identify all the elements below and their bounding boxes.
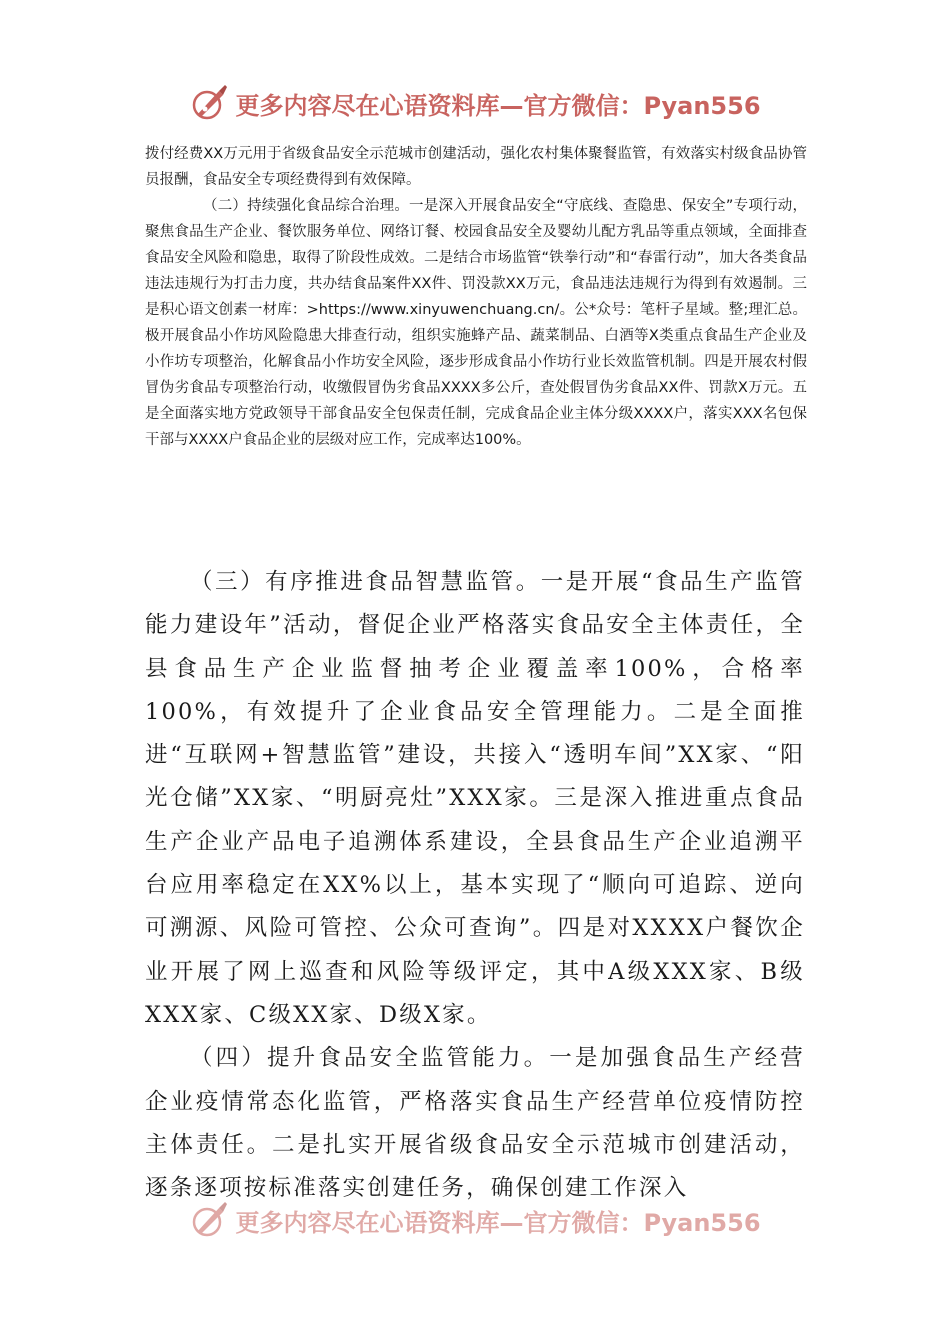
- watermark-text: 更多内容尽在心语资料库—官方微信：Pyan556: [235, 1208, 761, 1237]
- pen-nib-logo-icon: [189, 83, 229, 123]
- document-large-text-block: [145, 561, 805, 1210]
- watermark-banner-bottom: [0, 1200, 950, 1240]
- document-small-text-block: [145, 141, 807, 453]
- paragraph-supervision-capability: （四）提升食品安全监管能力。一是加强食品生产经营企业疫情常态化监管，严格落实食品生产经营单位疫情防控主体责任。二是扎实开展省级食品安全示范城市创建活动，逐条逐项按标准落实创建任务，确保创建工作深入: [145, 1045, 805, 1202]
- paragraph-smart-supervision: （三）有序推进食品智慧监管。一是开展“食品生产监管能力建设年”活动，督促企业严格落实食品安全主体责任，全县食品生产企业监督抽考企业覆盖率100%，合格率100%，有效提升了企业食品安全管理能力。二是全面推进“互联网+智慧监管”建设，共接入“透明车间”XX家、“阳光仓储”XX家、“明厨亮灶”XXX家。三是深入推进重点食品生产企业产品电子追溯体系建设，全县食品生产企业追溯平台应用率稳定在XX%以上，基本实现了“顺向可追踪、逆向可溯源、风险可管控、公众可查询”。四是对XXXX户餐饮企业开展了网上巡查和风险等级评定，其中A级XXX家、B级XXX家、C级XX家、D级X家。: [145, 569, 805, 1028]
- watermark-banner-top: [0, 80, 950, 126]
- paragraph-continuation: 拨付经费XX万元用于省级食品安全示范城市创建活动，强化农村集体聚餐监管，有效落实村级食品协管员报酬，食品安全专项经费得到有效保障。: [145, 146, 807, 188]
- paragraph-comprehensive-governance: （二）持续强化食品综合治理。一是深入开展食品安全“守底线、查隐患、保安全”专项行动，聚焦食品生产企业、餐饮服务单位、网络订餐、校园食品安全及婴幼儿配方乳品等重点领域，全面排查食品安全风险和隐患，取得了阶段性成效。二是结合市场监管“铁拳行动”和“春雷行动”，加大各类食品违法违规行为打击力度，共办结食品案件XX件、罚没款XX万元，食品违法违规行为得到有效遏制。三是积心语文创素一材库：>https://www.xinyuwenchuang.cn/。公*众号：笔杆子星域。整;理汇总。极开展食品小作坊风险隐患大排查行动，组织实施蜂产品、蔬菜制品、白酒等X类重点食品生产企业及小作坊专项整治，化解食品小作坊安全风险，逐步形成食品小作坊行业长效监管机制。四是开展农村假冒伪劣食品专项整治行动，收缴假冒伪劣食品XXXX多公斤，查处假冒伪劣食品XX件、罚款X万元。五是全面落实地方党政领导干部食品安全包保责任制，完成食品企业主体分级XXXX户，落实XXX名包保干部与XXXX户食品企业的层级对应工作，完成率达100%。: [145, 198, 807, 448]
- pen-nib-logo-icon: [189, 1200, 229, 1240]
- watermark-text: 更多内容尽在心语资料库—官方微信：Pyan556: [235, 91, 761, 120]
